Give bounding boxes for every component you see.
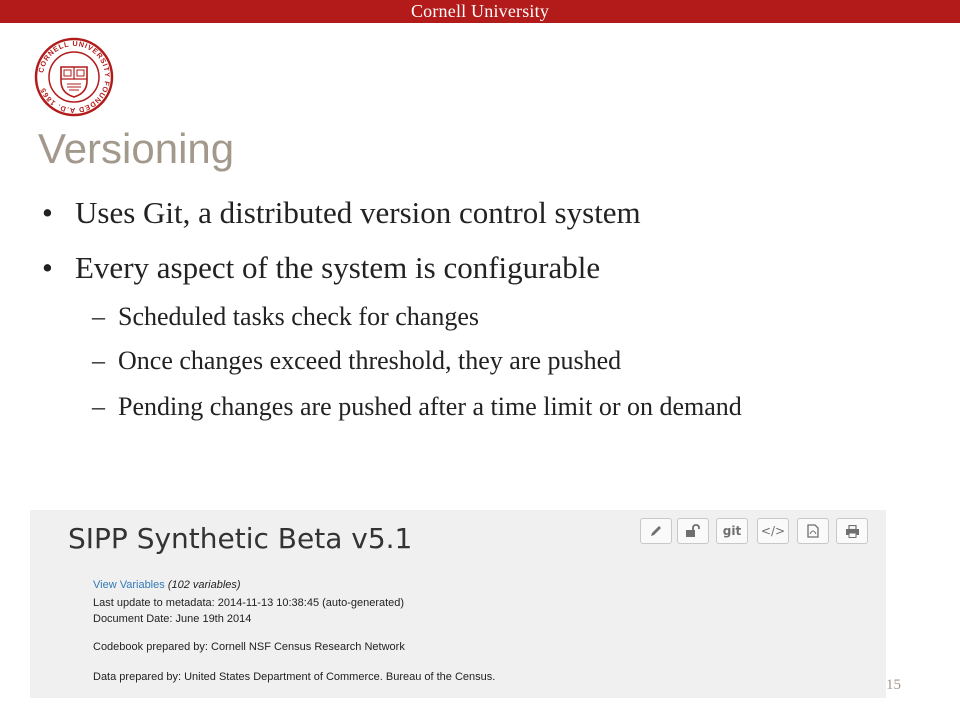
sub-bullet-marker: –: [92, 302, 105, 331]
print-button[interactable]: [836, 518, 868, 544]
codebook-title: SIPP Synthetic Beta v5.1: [68, 522, 413, 555]
sub-bullet-marker: –: [92, 346, 105, 375]
edit-button[interactable]: [640, 518, 672, 544]
institution-header-bar: [0, 0, 960, 23]
print-icon: [845, 525, 860, 538]
pdf-button[interactable]: [797, 518, 829, 544]
institution-name: Cornell University: [410, 1, 550, 21]
code-icon: </>: [760, 524, 786, 538]
code-button[interactable]: [757, 518, 789, 544]
pdf-icon: [807, 524, 819, 538]
bullet-text: Every aspect of the system is configurable: [75, 250, 601, 285]
embedded-screenshot: [30, 510, 886, 698]
sub-bullet-text: Scheduled tasks check for changes: [118, 302, 479, 331]
bullet-text: Uses Git, a distributed version control system: [75, 195, 641, 230]
sub-bullet-text: Pending changes are pushed after a time limit or on demand: [118, 392, 742, 421]
variables-line: [93, 579, 241, 591]
git-icon: git: [722, 524, 742, 538]
unlock-icon: [685, 524, 701, 538]
sub-bullet-marker: –: [92, 392, 105, 421]
page-number: 15: [886, 677, 901, 693]
document-date: Document Date: June 19th 2014: [93, 613, 252, 625]
codebook-prepared-by: Codebook prepared by: Cornell NSF Census Research Network: [93, 641, 405, 653]
git-button[interactable]: [716, 518, 748, 544]
seal-text: CORNELL UNIVERSITY FOUNDED A.D. 1865: [36, 38, 113, 116]
data-prepared-by: Data prepared by: United States Department of Commerce. Bureau of the Census.: [93, 671, 496, 683]
slide-title: Versioning: [38, 125, 235, 172]
last-update: Last update to metadata: 2014-11-13 10:38:45 (auto-generated): [93, 597, 405, 609]
cornell-seal-icon: [34, 37, 114, 117]
bullet-marker: •: [42, 250, 53, 285]
sub-bullet-text: Once changes exceed threshold, they are pushed: [118, 346, 622, 375]
view-variables-link[interactable]: View Variables: [93, 579, 165, 591]
pencil-icon: [649, 524, 663, 538]
variable-count: (102 variables): [167, 579, 241, 591]
bullet-marker: •: [42, 195, 53, 230]
unlock-button[interactable]: [677, 518, 709, 544]
